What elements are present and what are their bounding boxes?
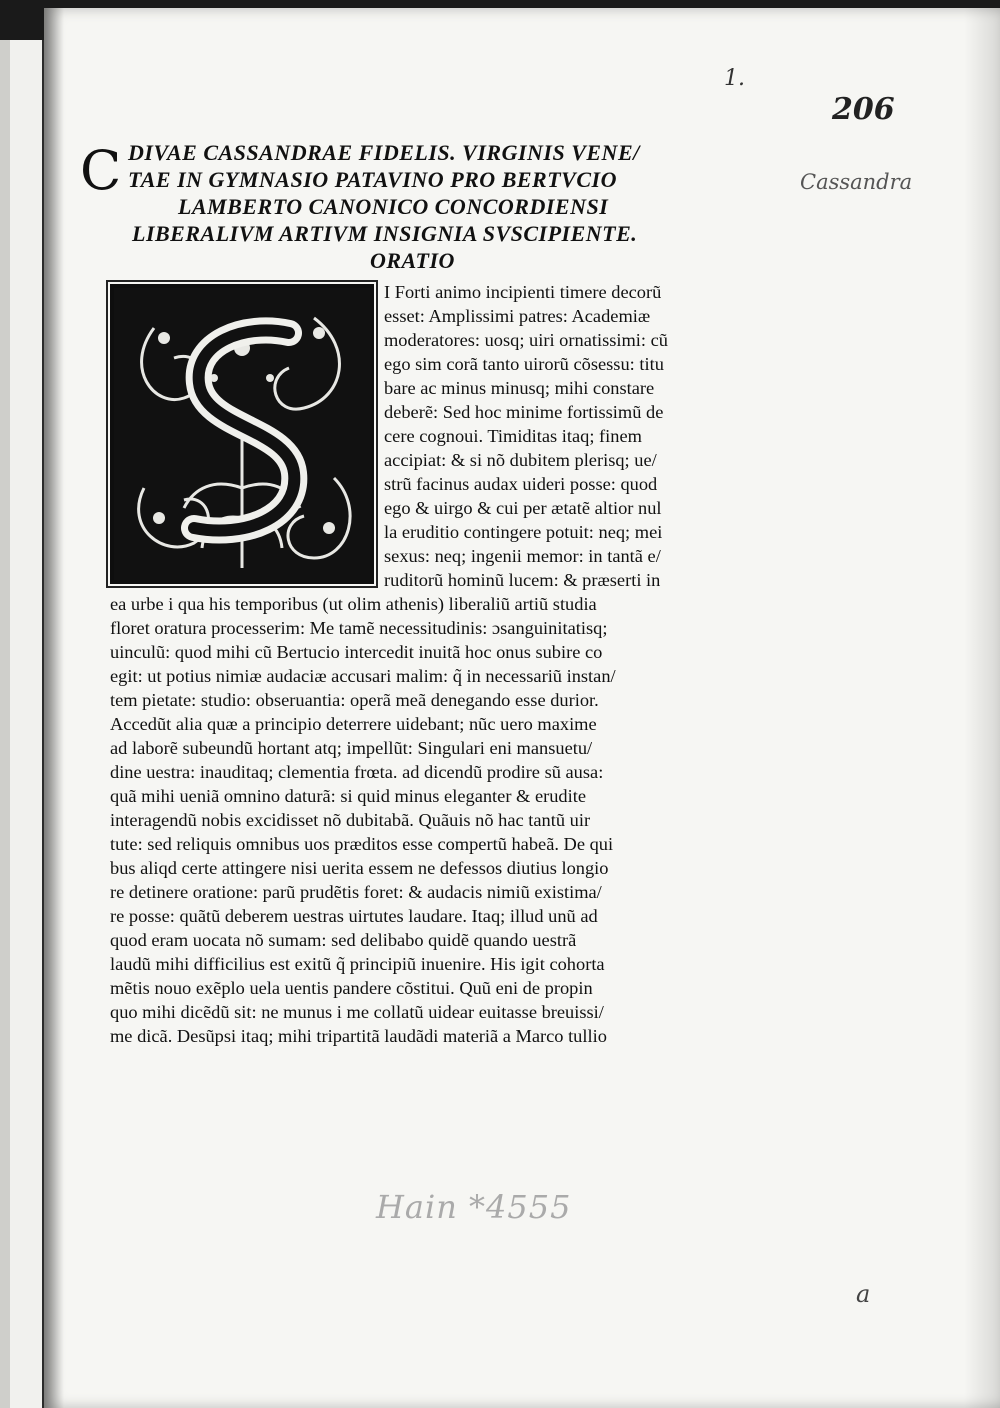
text-line: ad laborẽ subeundũ hortant atq; impellũt: Singulari eni mansuetu/	[110, 738, 593, 758]
facing-page-edge	[0, 40, 45, 1408]
text-line: re posse: quãtũ deberem uestras uirtutes laudare. Itaq; illud unũ ad	[110, 906, 598, 926]
text-line: ea urbe i qua his temporibus (ut olim athenis) liberaliũ artiũ studia	[110, 594, 597, 614]
text-line: dine uestra: inauditaq; clementia frœta. ad dicendũ prodire sũ ausa:	[110, 762, 604, 782]
text-line: strũ facinus audax uideri posse: quod	[384, 474, 658, 494]
text-line: bus aliqd certe attingere nisi uerita essem ne defessos diutius longio	[110, 858, 609, 878]
catalog-note: Hain *4555	[376, 1188, 572, 1226]
text-line: la eruditio contingere potuit: neq; mei	[384, 522, 663, 542]
text-line: bare ac minus minusq; mihi constare	[384, 378, 655, 398]
folio-number: 1.	[724, 66, 745, 91]
page-edge-shadow	[964, 8, 1000, 1408]
text-line: I Forti animo incipienti timere decorũ	[384, 282, 662, 302]
text-line: interagendũ nobis excidisset nõ dubitabã. Quãuis nõ hac tantũ uir	[110, 810, 591, 830]
gutter-shadow	[44, 8, 64, 1408]
manuscript-page	[44, 8, 1000, 1408]
title-line: TAE IN GYMNASIO PATAVINO PRO BERTVCIO	[128, 167, 617, 192]
facing-page-margin	[0, 40, 10, 1408]
text-line: esset: Amplissimi patres: Academiæ	[384, 306, 651, 326]
text-line: accipiat: & si nõ dubitem plerisq; ue/	[384, 450, 657, 470]
pilcrow-mark: C	[80, 139, 122, 202]
text-line: Accedũt alia quæ a principio deterrere uidebant; nũc uero maxime	[110, 714, 597, 734]
text-line: uinculũ: quod mihi cũ Bertucio intercedit inuitã hoc onus subire co	[110, 642, 603, 662]
text-line: quã mihi ueniã omnino daturã: si quid minus eleganter & erudite	[110, 786, 587, 806]
text-line: laudũ mihi difficilius est exitũ q̃ principiũ inuenire. His igit cohorta	[110, 954, 605, 974]
text-line: floret oratura processerim: Me tamẽ necessitudinis: ɔsanguinitatisq;	[110, 618, 608, 638]
text-line: quo mihi dicẽdũ sit: ne munus i me collatũ uidear euitasse breuissi/	[110, 1002, 604, 1022]
text-line: deberẽ: Sed hoc minime fortissimũ de	[384, 402, 664, 422]
decorated-initial-s-icon	[110, 284, 374, 584]
text-line: me dicã. Desũpsi itaq; mihi tripartitã laudãdi materiã a Marco tullio	[110, 1026, 607, 1046]
title-line: LIBERALIVM ARTIVM INSIGNIA SVSCIPIENTE.	[132, 221, 638, 246]
text-line: re detinere oratione: parũ prudẽtis foret: & audacis nimiũ existima/	[110, 882, 602, 902]
text-line: ruditorũ hominũ lucem: & præserti in	[384, 570, 661, 590]
shelfmark-number: 206	[832, 92, 895, 127]
text-line: moderatores: uosq; uiri ornatissimi: cũ	[384, 330, 668, 350]
margin-annotation: Cassandra	[800, 170, 913, 194]
text-line: sexus: neq; ingenii memor: in tantã e/	[384, 546, 661, 566]
title-line: LAMBERTO CANONICO CONCORDIENSI	[178, 194, 609, 219]
text-line: ego sim corã tanto uirorũ cõsessu: titu	[384, 354, 664, 374]
text-line: tem pietate: studio: obseruantia: operã meã denegando esse durior.	[110, 690, 599, 710]
title-line: DIVAE CASSANDRAE FIDELIS. VIRGINIS VENE/	[128, 140, 640, 165]
signature-mark: a	[856, 1280, 871, 1308]
text-line: mẽtis nouo exẽplo uela uentis pandere cõstitui. Quũ eni de propin	[110, 978, 593, 998]
text-line: egit: ut potius nimiæ audaciæ accusari malim: q̃ in necessariũ instan/	[110, 666, 616, 686]
text-line: cere cognoui. Timiditas itaq; finem	[384, 426, 642, 446]
text-line: quod eram uocata nõ sumam: sed delibabo quidẽ quando uestrã	[110, 930, 577, 950]
text-line: tute: sed reliquis omnibus uos præditos esse compertũ habeã. De qui	[110, 834, 614, 854]
text-line: ego & uirgo & cui per ætatẽ altior nul	[384, 498, 662, 518]
title-line: ORATIO	[370, 248, 455, 273]
